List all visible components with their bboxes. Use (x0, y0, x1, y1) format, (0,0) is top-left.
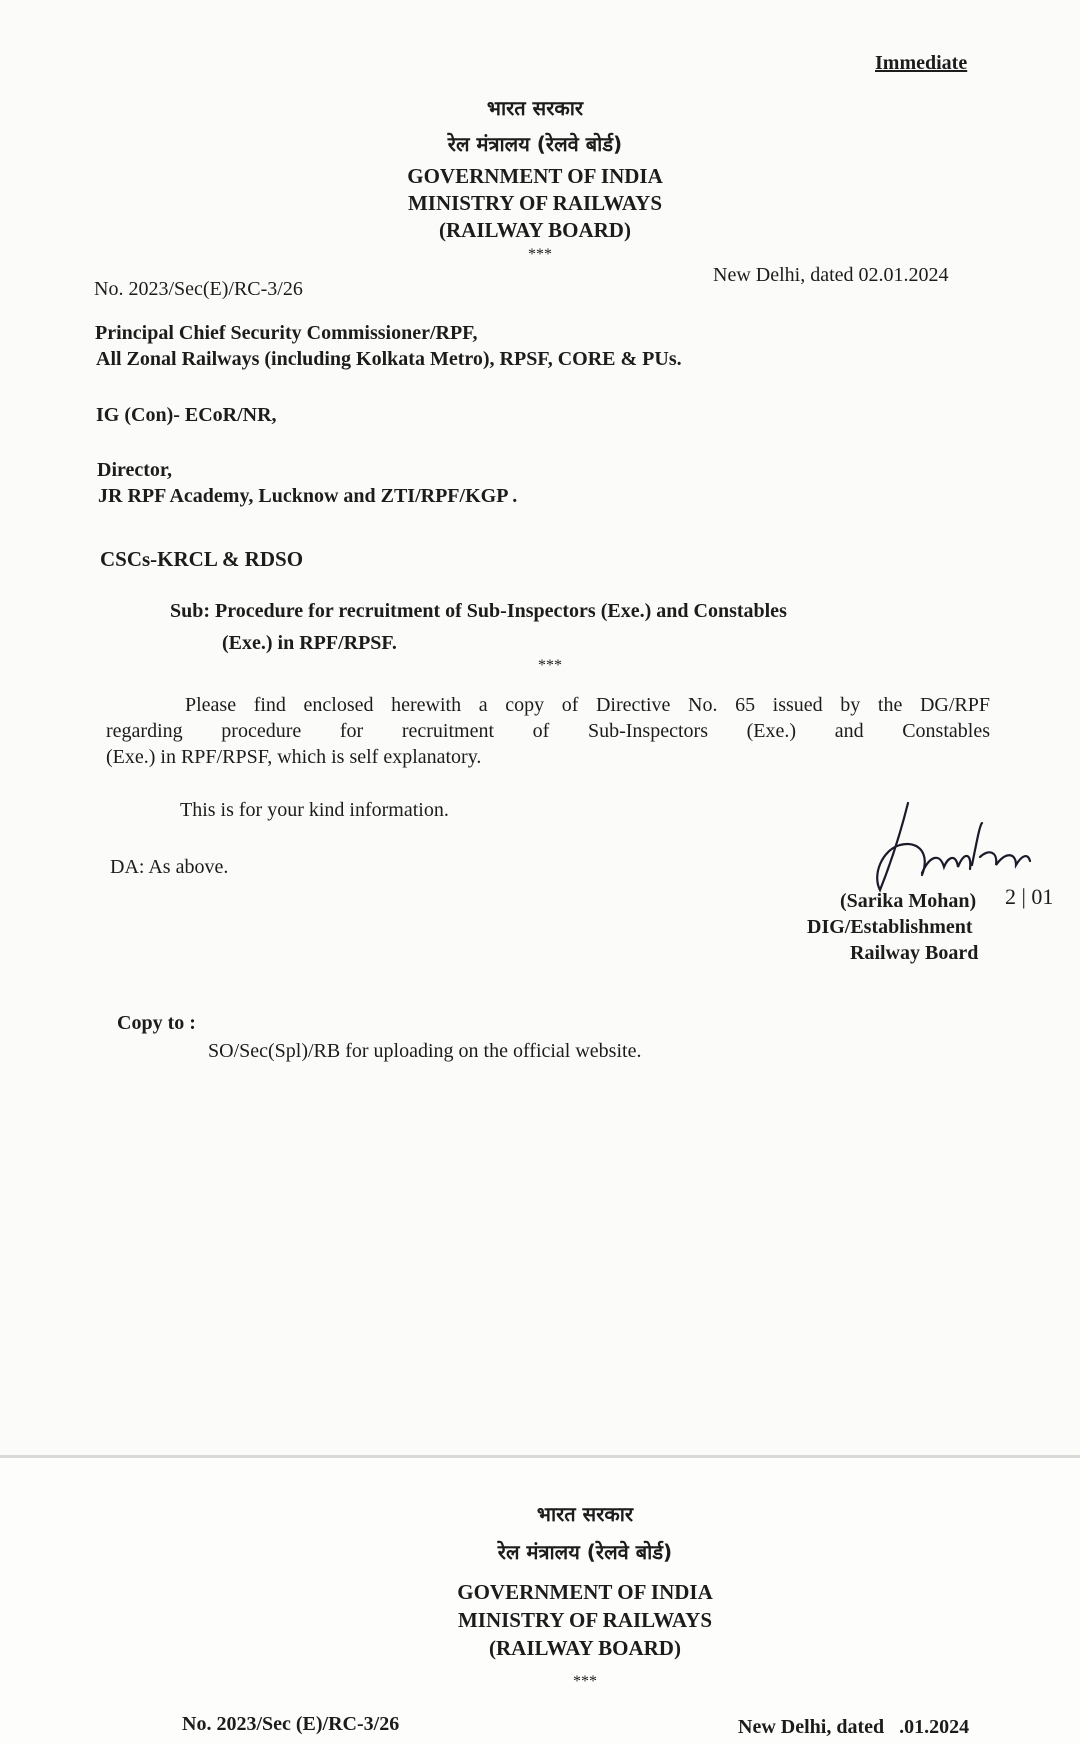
page2-hindi-header-line-2: रेल मंत्रालय (रेलवे बोर्ड) (497, 1540, 673, 1564)
body-line-3: (Exe.) in RPF/RPSF, which is self explanatory. (106, 746, 482, 768)
signatory-office: Railway Board (850, 942, 979, 964)
hindi-header-line-1: भारत सरकार (486, 96, 584, 120)
page2-hindi-header-line-1: भारत सरकार (536, 1502, 634, 1526)
subject-line-1: Sub: Procedure for recruitment of Sub-Inspectors (Exe.) and Constables (170, 600, 787, 622)
page2-header-railway-board: (RAILWAY BOARD) (489, 1636, 681, 1660)
signature-date-note: 2 | 01 (1005, 884, 1054, 909)
addressee-3-line-1: Director, (97, 459, 172, 481)
signatory-name: (Sarika Mohan) (840, 890, 977, 912)
header-stars: *** (528, 246, 552, 263)
subject-stars: *** (538, 657, 562, 674)
addressee-2-line-1: IG (Con)- ECoR/NR, (96, 404, 277, 426)
signatory-designation: DIG/Establishment (807, 916, 973, 938)
letter-page-2 (0, 1460, 1080, 1744)
information-line: This is for your kind information. (180, 799, 449, 821)
page2-letter-date: New Delhi, dated .01.2024 (738, 1716, 970, 1738)
reference-number: No. 2023/Sec(E)/RC-3/26 (94, 278, 303, 300)
header-government-of-india: GOVERNMENT OF INDIA (407, 164, 663, 188)
page-separator (0, 1455, 1080, 1458)
addressee-4-line-1: CSCs-KRCL & RDSO (100, 547, 304, 571)
copy-to-recipient: SO/Sec(Spl)/RB for uploading on the official website. (208, 1040, 642, 1062)
page2-header-government-of-india: GOVERNMENT OF INDIA (457, 1580, 713, 1604)
header-railway-board: (RAILWAY BOARD) (439, 218, 631, 242)
page2-header-stars: *** (573, 1673, 597, 1690)
header-ministry-of-railways: MINISTRY OF RAILWAYS (407, 191, 663, 215)
addressee-1-line-2: All Zonal Railways (including Kolkata Metro), RPSF, CORE & PUs. (96, 348, 682, 370)
page2-header-ministry-of-railways: MINISTRY OF RAILWAYS (457, 1608, 713, 1632)
copy-to-label: Copy to : (117, 1012, 196, 1034)
page2-reference-number: No. 2023/Sec (E)/RC-3/26 (182, 1713, 400, 1735)
priority-label: Immediate (875, 52, 968, 74)
enclosure-note: DA: As above. (110, 856, 229, 878)
hindi-header-line-2: रेल मंत्रालय (रेलवे बोर्ड) (447, 132, 623, 156)
body-line-2: regarding procedure for recruitment of Sub-Inspectors (Exe.) and Constables (106, 720, 990, 742)
addressee-1-line-1: Principal Chief Security Commissioner/RPF, (95, 322, 478, 344)
subject-line-2: (Exe.) in RPF/RPSF. (222, 632, 397, 654)
body-line-1: Please find enclosed herewith a copy of Directive No. 65 issued by the DG/RPF (185, 694, 990, 716)
letter-date: New Delhi, dated 02.01.2024 (713, 264, 949, 286)
addressee-3-line-2: JR RPF Academy, Lucknow and ZTI/RPF/KGP . (98, 485, 518, 507)
